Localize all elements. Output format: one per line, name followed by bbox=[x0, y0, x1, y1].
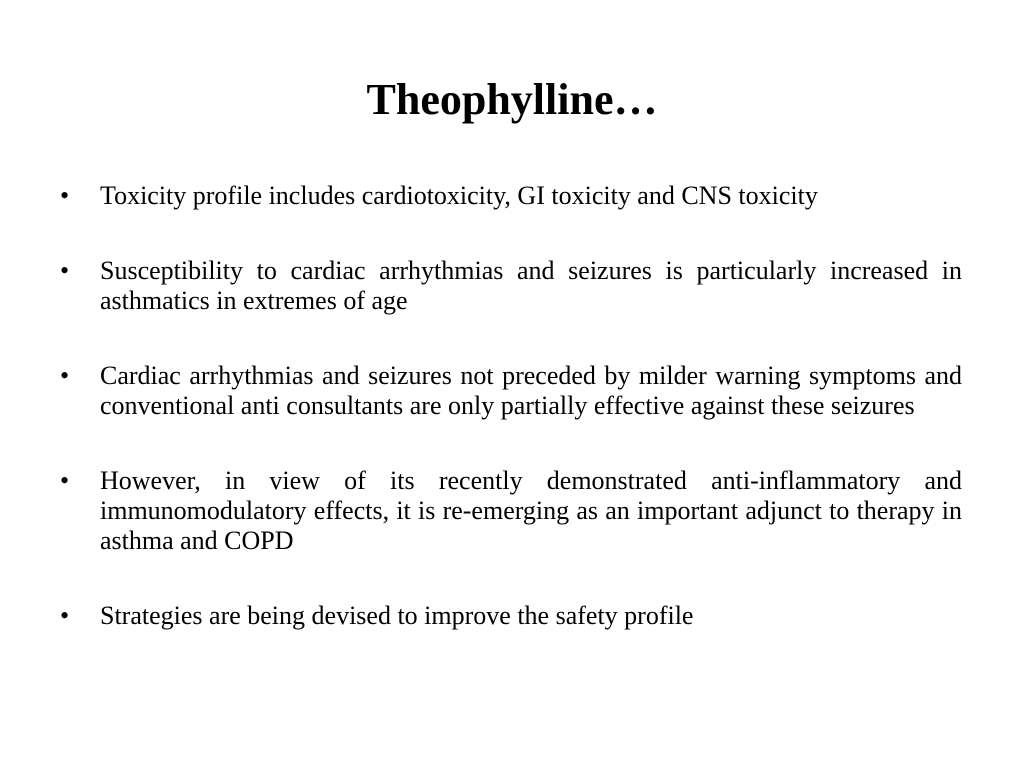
slide-title: Theophylline… bbox=[366, 75, 658, 124]
bullet-text: Toxicity profile includes cardiotoxicity, GI toxicity and CNS toxicity bbox=[100, 181, 818, 210]
bullet-item bbox=[60, 256, 962, 316]
bullet-text: Cardiac arrhythmias and seizures not preceded by milder warning symptoms and conventional anti consultants are only partially effective against these seizures bbox=[100, 361, 962, 420]
bullet-text: Strategies are being devised to improve the safety profile bbox=[100, 601, 694, 630]
bullet-icon: • bbox=[60, 181, 70, 210]
bullet-icon: • bbox=[60, 601, 70, 630]
bullet-icon: • bbox=[60, 361, 70, 390]
bullet-text: Susceptibility to cardiac arrhythmias and seizures is particularly increased in asthmatics in extremes of age bbox=[100, 256, 962, 315]
bullet-item bbox=[60, 361, 962, 421]
bullet-item bbox=[60, 601, 962, 631]
bullet-icon: • bbox=[60, 466, 70, 495]
bullet-icon: • bbox=[60, 256, 70, 285]
bullet-item bbox=[60, 181, 962, 211]
bullet-item bbox=[60, 466, 962, 556]
bullet-list bbox=[60, 181, 962, 631]
bullet-text: However, in view of its recently demonstrated anti-inflammatory and immunomodulatory effects, it is re-emerging as an important adjunct to therapy in asthma and COPD bbox=[100, 466, 962, 555]
